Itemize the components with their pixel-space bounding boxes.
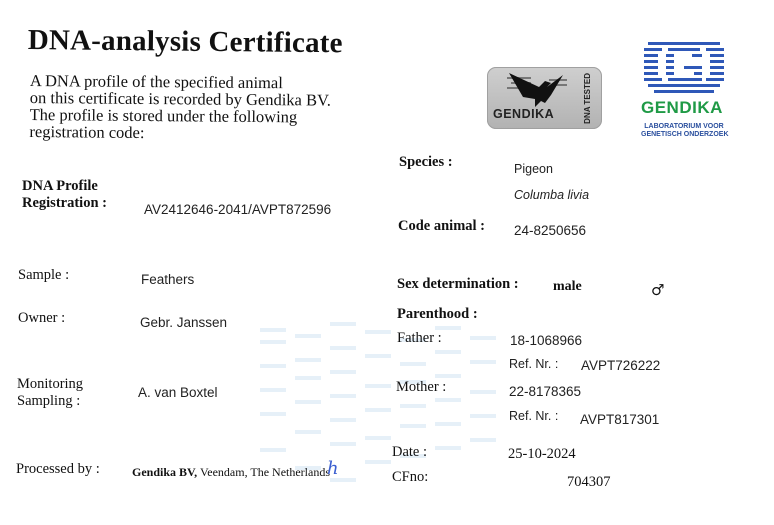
registration-label-line: Registration :	[22, 195, 107, 211]
sex-value: male	[553, 279, 582, 294]
father-value: 18-1068966	[510, 333, 583, 348]
parenthood-label: Parenthood :	[397, 306, 478, 322]
cfno-value: 704307	[567, 474, 611, 490]
certificate-title: DNA-analysis Certificate	[27, 24, 343, 60]
intro-line: on this certificate is recorded by Gendika BV.	[29, 87, 332, 110]
pigeon-icon	[501, 71, 573, 111]
monitoring-label-line: Monitoring	[17, 376, 84, 392]
cfno-label: CFno:	[392, 469, 429, 485]
processed-location: Veendam, The Netherlands	[199, 465, 331, 479]
father-label: Father :	[397, 330, 442, 346]
intro-line: registration code:	[29, 121, 145, 143]
registration-label	[22, 178, 107, 212]
signature-mark: h	[327, 458, 339, 479]
monitoring-label-line: Sampling :	[17, 393, 81, 409]
badge-name: GENDIKA	[493, 107, 555, 121]
species-common: Pigeon	[514, 162, 553, 176]
gendika-logo-subtitle	[641, 123, 727, 139]
processed-label: Processed by :	[16, 461, 100, 477]
logo-sub-line: GENETISCH ONDERZOEK	[641, 131, 729, 138]
processed-value	[132, 465, 330, 480]
species-latin: Columba livia	[514, 188, 590, 202]
badge-side-text: DNA TESTED	[583, 73, 592, 124]
male-symbol-icon: ♂	[651, 281, 665, 299]
gendika-logo-name: GENDIKA	[641, 98, 723, 117]
mother-ref-value: AVPT817301	[580, 412, 660, 427]
code-animal-value: 24-8250656	[514, 223, 587, 238]
monitoring-value: A. van Boxtel	[138, 385, 218, 400]
sample-label: Sample :	[18, 267, 70, 283]
mother-value: 22-8178365	[509, 384, 582, 399]
dna-tested-badge	[487, 67, 602, 129]
father-ref-label: Ref. Nr. :	[509, 357, 559, 371]
mother-label: Mother :	[396, 379, 447, 395]
date-value: 25-10-2024	[508, 446, 576, 462]
registration-value: AV2412646-2041/AVPT872596	[144, 202, 332, 217]
intro-text	[29, 72, 331, 143]
dna-watermark	[240, 318, 540, 518]
father-ref-value: AVPT726222	[581, 358, 661, 373]
monitoring-label	[17, 376, 83, 410]
processed-company: Gendika BV,	[132, 465, 198, 479]
logo-sub-line: LABORATORIUM VOOR	[644, 123, 724, 130]
sex-label: Sex determination :	[397, 276, 519, 292]
intro-line: A DNA profile of the specified animal	[29, 71, 283, 93]
sample-value: Feathers	[141, 272, 195, 287]
intro-line: The profile is stored under the following	[29, 104, 298, 127]
gendika-logo-icon	[644, 40, 724, 96]
species-label: Species :	[399, 154, 453, 170]
owner-value: Gebr. Janssen	[140, 315, 228, 330]
registration-label-line: DNA Profile	[22, 178, 98, 194]
owner-label: Owner :	[18, 310, 66, 326]
mother-ref-label: Ref. Nr. :	[509, 409, 559, 423]
date-label: Date :	[392, 444, 428, 460]
code-animal-label: Code animal :	[398, 218, 485, 234]
